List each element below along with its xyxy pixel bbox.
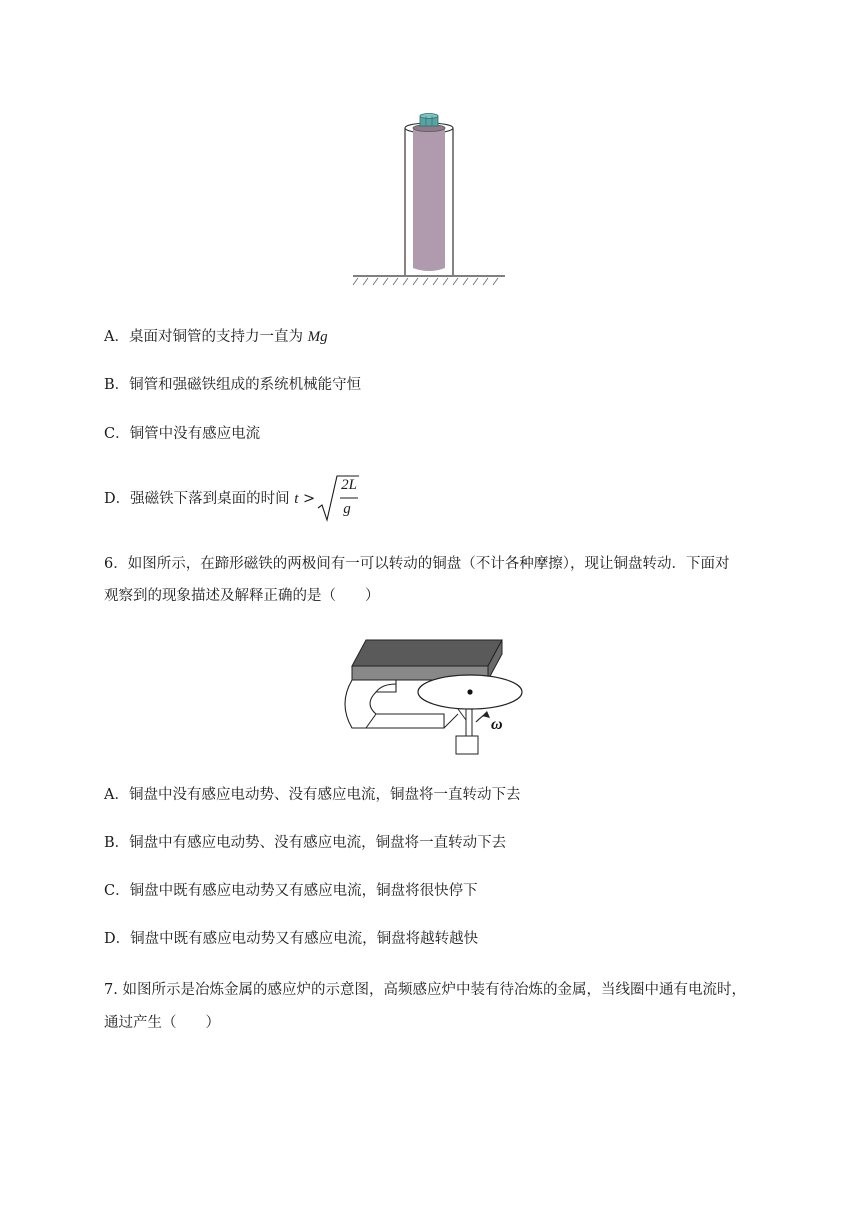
fraction-denominator: g xyxy=(343,501,351,517)
q6-option-b[interactable] xyxy=(104,833,506,853)
option-text: 铜盘中有感应电动势、没有感应电流，铜盘将一直转动下去 xyxy=(129,835,507,851)
copper-tube-figure xyxy=(350,110,510,290)
option-text: 铜盘中既有感应电动势又有感应电流，铜盘将越转越快 xyxy=(130,931,479,947)
q5-option-d[interactable] xyxy=(104,489,315,509)
option-label: B． xyxy=(104,835,130,851)
q5-option-c[interactable] xyxy=(104,424,260,444)
option-label: C． xyxy=(104,426,130,442)
math-mg: Mg xyxy=(307,329,328,345)
option-label: C． xyxy=(104,883,130,899)
q7-stem-line2: 通过产生（ ） xyxy=(104,1015,220,1031)
option-label: B． xyxy=(104,377,130,393)
option-text: 强磁铁下落到桌面的时间 xyxy=(130,491,290,507)
fraction-numerator: 2L xyxy=(341,477,357,493)
math-t: t xyxy=(294,491,299,507)
omega-label: ω xyxy=(491,716,503,733)
q7-stem-line1: 7. 如图所示是冶炼金属的感应炉的示意图，高频感应炉中装有待冶炼的金属，当线圈中通有电流时， xyxy=(104,982,746,998)
q6-option-a[interactable] xyxy=(104,785,520,805)
option-text: 铜管中没有感应电流 xyxy=(129,426,261,442)
math-gt: > xyxy=(303,491,316,507)
q5-option-a[interactable] xyxy=(104,327,328,347)
option-text: 铜盘中没有感应电动势、没有感应电流，铜盘将一直转动下去 xyxy=(128,787,521,803)
q6-stem-line1: 6．如图所示，在蹄形磁铁的两极间有一可以转动的铜盘（不计各种摩擦），现让铜盘转动．下面对 xyxy=(104,556,730,572)
q6-option-d[interactable] xyxy=(104,929,478,949)
option-text: 桌面对铜管的支持力一直为 xyxy=(128,329,308,345)
option-text: 铜盘中既有感应电动势又有感应电流，铜盘将很快停下 xyxy=(129,883,478,899)
option-label: D． xyxy=(104,491,131,507)
q5-option-b[interactable] xyxy=(104,375,361,395)
q6-option-c[interactable] xyxy=(104,881,478,901)
option-label: D． xyxy=(104,931,131,947)
horseshoe-magnet-figure xyxy=(336,632,536,762)
q6-stem-line2: 观察到的现象描述及解释正确的是（ ） xyxy=(104,588,380,604)
option-label: A． xyxy=(104,329,129,345)
option-text: 铜管和强磁铁组成的系统机械能守恒 xyxy=(129,377,362,393)
option-label: A． xyxy=(104,787,129,803)
